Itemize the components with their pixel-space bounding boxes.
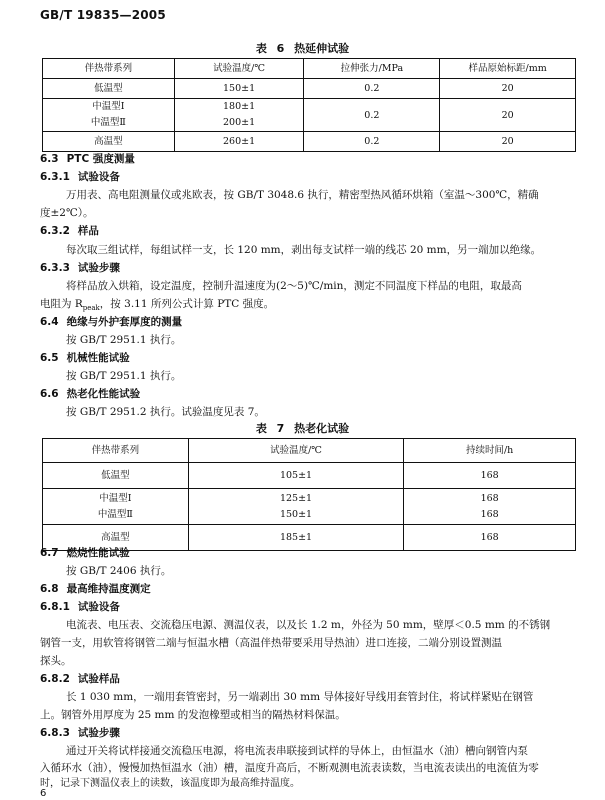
table7-cell-temp-group [188, 489, 404, 525]
table6-cell-tension: 0.2 [304, 132, 440, 152]
section-6-3-3-heading: 6.3.3 试验步骤 [40, 262, 120, 274]
section-6-8-3-heading: 6.8.3 试验步骤 [40, 727, 120, 739]
table-row [43, 79, 576, 99]
section-6-3-2-heading: 6.3.2 样品 [40, 225, 99, 237]
table-row [43, 99, 576, 132]
table6-cell-series: 中温型Ⅱ [90, 117, 126, 128]
section-6-3-1-heading: 6.3.1 试验设备 [40, 171, 120, 183]
table7-cell-temp: 150±1 [279, 508, 313, 520]
table6-header-temp: 试验温度/℃ [174, 59, 304, 79]
table-row [43, 489, 576, 525]
table7-cell-temp: 105±1 [188, 463, 404, 489]
table6-cell-temp: 260±1 [174, 132, 304, 152]
section-6-8-heading: 6.8 最高维持温度测定 [40, 583, 151, 595]
paragraph-6-3-3-line2: 电阻为 $R_{peak}$，按 3.11 所列公式计算 PTC 强度。 [40, 298, 275, 313]
paragraph-6-3-2: 每次取三组试样，每组试样一支，长 120 mm，剥出每支试样一端的线芯 20 mm，另一端加以绝缘。 [66, 244, 542, 256]
table7-header-temp: 试验温度/℃ [188, 439, 404, 463]
table7-cell-hours: 168 [480, 492, 499, 504]
section-6-8-2-heading: 6.8.2 试验样品 [40, 673, 120, 685]
table6-cell-tension: 0.2 [304, 79, 440, 99]
table7-cell-hours: 168 [404, 463, 576, 489]
table6-cell-series: 高温型 [43, 132, 175, 152]
table7-cell-series-group [43, 489, 189, 525]
table7-title: 表 7 热老化试验 [255, 422, 350, 435]
table-row [43, 463, 576, 489]
paragraph-6-8-2-line2: 上。钢管外用厚度为 25 mm 的发泡橡塑或相当的隔热材料保温。 [40, 709, 346, 721]
table7-cell-temp: 125±1 [279, 492, 313, 504]
section-6-6-heading: 6.6 热老化性能试验 [40, 388, 141, 400]
section-6-3-heading: 6.3 PTC 强度测量 [40, 153, 135, 165]
table7-cell-hours: 168 [404, 525, 576, 551]
table6-cell-gauge: 20 [440, 132, 576, 152]
paragraph-6-3-1-line1: 万用表、高电阻测量仪或兆欧表，按 GB/T 3048.6 执行，精密型热风循环烘箱（室温～300℃，精确 [66, 189, 539, 201]
table6-cell-gauge: 20 [440, 79, 576, 99]
paragraph-6-8-3-line1: 通过开关将试样接通交流稳压电源，将电流表串联接到试样的导体上，由恒温水（油）槽向钢管内泵 [66, 745, 528, 757]
table7-header-series: 伴热带系列 [43, 439, 189, 463]
table6-header-series: 伴热带系列 [43, 59, 175, 79]
paragraph-6-4: 按 GB/T 2951.1 执行。 [66, 334, 182, 346]
paragraph-6-3-3-line1: 将样品放入烘箱，设定温度，控制升温速度为(2～5)℃/min，测定不同温度下样品的电阻，取最高 [66, 280, 522, 292]
paragraph-6-8-3-line3: 时，记录下测温仪表上的读数，该温度即为最高维持温度。 [40, 778, 300, 789]
table6-cell-temp: 180±1 [223, 101, 256, 112]
table7-cell-series: 高温型 [43, 525, 189, 551]
paragraph-6-8-2-line1: 长 1 030 mm，一端用套管密封，另一端剥出 30 mm 导体接好导线用套管封住，将试样紧贴在钢管 [66, 691, 534, 703]
section-6-7-heading: 6.7 燃烧性能试验 [40, 547, 130, 559]
table7-cell-series: 中温型Ⅰ [99, 492, 132, 504]
table7-cell-series: 中温型Ⅱ [97, 508, 133, 520]
paragraph-6-8-1-line3: 探头。 [40, 655, 72, 667]
paragraph-6-3-1-line2: 度±2℃）。 [40, 207, 94, 219]
table6-cell-tension: 0.2 [304, 99, 440, 132]
document-header: GB/T 19835—2005 [40, 8, 166, 22]
paragraph-6-6: 按 GB/T 2951.2 执行。试验温度见表 7。 [66, 406, 265, 418]
paragraph-6-8-3-line2: 入循环水（油），慢慢加热恒温水（油）槽，温度升高后，不断观测电流表读数，当电流表读出的电流值为零 [40, 762, 539, 774]
table7-header-hours: 持续时间/h [404, 439, 576, 463]
table6-title: 表 6 热延伸试验 [255, 42, 350, 55]
table6-cell-series: 中温型Ⅰ [92, 101, 125, 112]
table7-cell-hours-group [404, 489, 576, 525]
table6-header-tension: 拉伸张力/MPa [304, 59, 440, 79]
table6-cell-temp: 150±1 [174, 79, 304, 99]
table6 [42, 58, 576, 152]
page-number: 6 [40, 788, 47, 799]
paragraph-6-8-1-line1: 电流表、电压表、交流稳压电源、测温仪表，以及长 1.2 m，外径为 50 mm，壁厚＜0.5 mm 的不锈钢 [66, 619, 551, 631]
table6-header-gauge: 样品原始标距/mm [440, 59, 576, 79]
table7 [42, 438, 576, 551]
table6-cell-temp-group [174, 99, 304, 132]
section-6-8-1-heading: 6.8.1 试验设备 [40, 601, 120, 613]
table7-cell-series: 低温型 [43, 463, 189, 489]
paragraph-6-8-1-line2: 钢管一支，用软管将钢管二端与恒温水槽（高温伴热带要采用导热油）进口连接，二端分别设置测温 [40, 637, 502, 649]
paragraph-6-7: 按 GB/T 2406 执行。 [66, 565, 172, 577]
table6-cell-series: 低温型 [43, 79, 175, 99]
table6-cell-temp: 200±1 [223, 117, 256, 128]
section-6-5-heading: 6.5 机械性能试验 [40, 352, 130, 364]
table-row [43, 132, 576, 152]
table6-cell-gauge: 20 [440, 99, 576, 132]
section-6-4-heading: 6.4 绝缘与外护套厚度的测量 [40, 316, 183, 328]
table7-cell-hours: 168 [480, 508, 499, 520]
table6-cell-series-group [43, 99, 175, 132]
table7-cell-temp: 185±1 [188, 525, 404, 551]
paragraph-6-5: 按 GB/T 2951.1 执行。 [66, 370, 182, 382]
